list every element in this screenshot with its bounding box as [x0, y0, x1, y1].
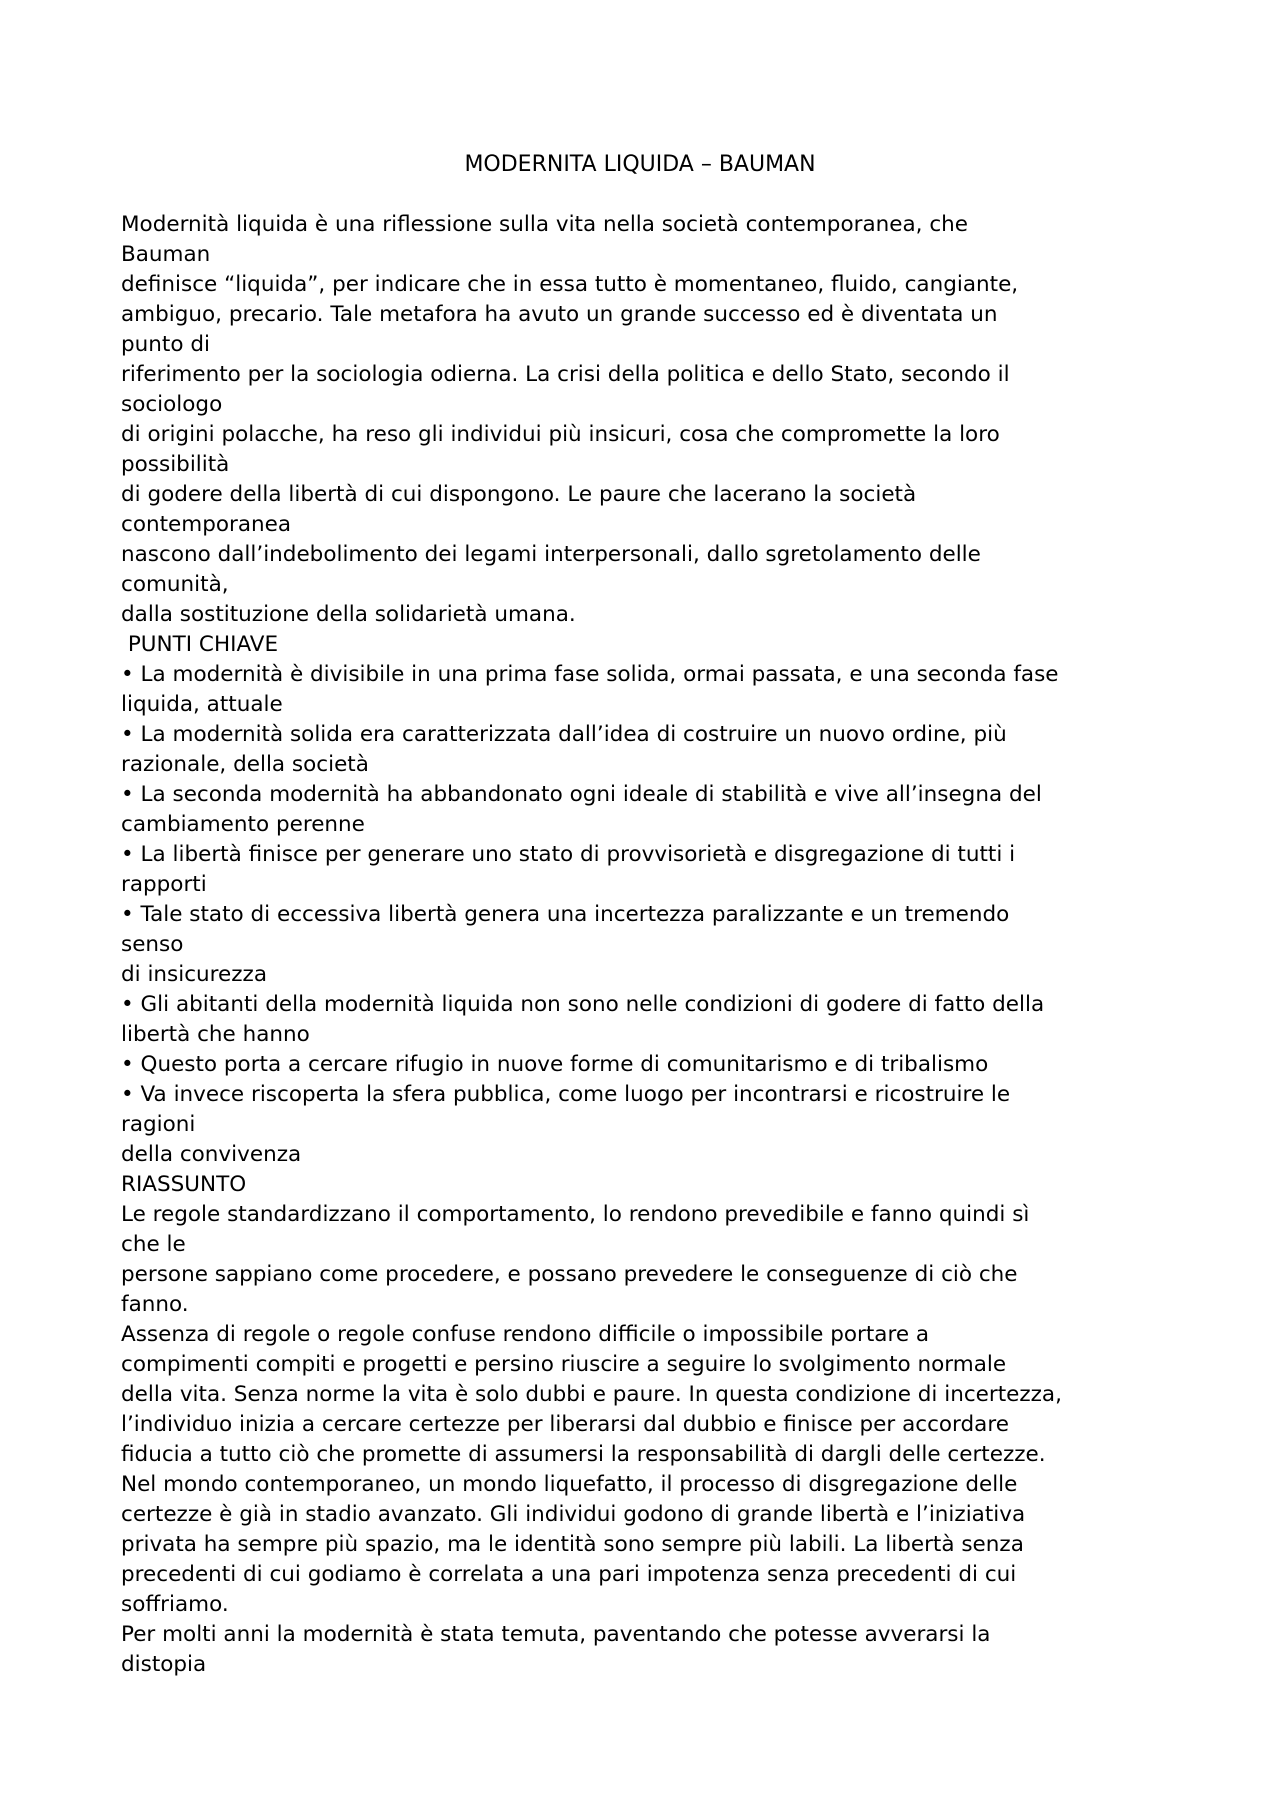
- text-line: precedenti di cui godiamo è correlata a una pari impotenza senza precedenti di cui: [121, 1562, 1017, 1587]
- text-line: • Tale stato di eccessiva libertà genera una incertezza paralizzante e un tremendo: [121, 902, 1010, 927]
- text-line: RIASSUNTO: [121, 1172, 247, 1197]
- text-line: distopia: [121, 1652, 207, 1677]
- text-line: l’individuo inizia a cercare certezze per liberarsi dal dubbio e finisce per accordare: [121, 1412, 1009, 1437]
- text-line: comunità,: [121, 572, 229, 597]
- text-line: razionale, della società: [121, 752, 369, 777]
- text-line: sociologo: [121, 392, 223, 417]
- text-line: cambiamento perenne: [121, 812, 365, 837]
- text-line: • La libertà finisce per generare uno stato di provvisorietà e disgregazione di tutti i: [121, 842, 1016, 867]
- text-line: soffriamo.: [121, 1592, 229, 1617]
- text-line: che le: [121, 1232, 186, 1257]
- text-line: di origini polacche, ha reso gli individui più insicuri, cosa che compromette la loro: [121, 422, 1000, 447]
- text-line: riferimento per la sociologia odierna. La crisi della politica e dello Stato, secondo il: [121, 362, 1010, 387]
- text-line: punto di: [121, 332, 210, 357]
- text-line: contemporanea: [121, 512, 292, 537]
- text-line: di insicurezza: [121, 962, 268, 987]
- text-line: • Va invece riscoperta la sfera pubblica, come luogo per incontrarsi e ricostruire le: [121, 1082, 1011, 1107]
- text-line: possibilità: [121, 452, 230, 477]
- text-line: definisce “liquida”, per indicare che in essa tutto è momentaneo, fluido, cangiante,: [121, 272, 1019, 297]
- text-line: ragioni: [121, 1112, 196, 1137]
- text-line: PUNTI CHIAVE: [121, 632, 279, 657]
- text-line: • Gli abitanti della modernità liquida non sono nelle condizioni di godere di fatto della: [121, 992, 1045, 1017]
- text-line: compimenti compiti e progetti e persino riuscire a seguire lo svolgimento normale: [121, 1352, 1007, 1377]
- text-line: Modernità liquida è una riflessione sulla vita nella società contemporanea, che: [121, 212, 968, 237]
- text-line: • Questo porta a cercare rifugio in nuove forme di comunitarismo e di tribalismo: [121, 1052, 989, 1077]
- document-title: MODERNITA LIQUIDA – BAUMAN: [464, 152, 816, 177]
- text-line: dalla sostituzione della solidarietà umana.: [121, 602, 576, 627]
- text-line: ambiguo, precario. Tale metafora ha avuto un grande successo ed è diventata un: [121, 302, 998, 327]
- text-line: • La modernità è divisibile in una prima fase solida, ormai passata, e una seconda fase: [121, 662, 1059, 687]
- text-line: • La seconda modernità ha abbandonato ogni ideale di stabilità e vive all’insegna del: [121, 782, 1042, 807]
- text-line: Per molti anni la modernità è stata temuta, paventando che potesse avverarsi la: [121, 1622, 991, 1647]
- text-line: privata ha sempre più spazio, ma le identità sono sempre più labili. La libertà senza: [121, 1532, 1024, 1557]
- text-line: Nel mondo contemporaneo, un mondo liquefatto, il processo di disgregazione delle: [121, 1472, 1018, 1497]
- text-line: della vita. Senza norme la vita è solo dubbi e paure. In questa condizione di incertezza,: [121, 1382, 1062, 1407]
- text-line: fiducia a tutto ciò che promette di assumersi la responsabilità di dargli delle certezze.: [121, 1442, 1046, 1467]
- text-line: nascono dall’indebolimento dei legami interpersonali, dallo sgretolamento delle: [121, 542, 981, 567]
- text-line: della convivenza: [121, 1142, 302, 1167]
- text-line: liquida, attuale: [121, 692, 283, 717]
- text-line: di godere della libertà di cui dispongono. Le paure che lacerano la società: [121, 482, 917, 507]
- text-line: Bauman: [121, 242, 211, 267]
- text-line: Assenza di regole o regole confuse rendono difficile o impossibile portare a: [121, 1322, 930, 1347]
- text-line: certezze è già in stadio avanzato. Gli individui godono di grande libertà e l’iniziativa: [121, 1502, 1026, 1527]
- text-line: fanno.: [121, 1292, 189, 1317]
- document-body: [121, 210, 1181, 1680]
- text-line: libertà che hanno: [121, 1022, 310, 1047]
- text-line: persone sappiano come procedere, e possano prevedere le conseguenze di ciò che: [121, 1262, 1018, 1287]
- text-line: • La modernità solida era caratterizzata dall’idea di costruire un nuovo ordine, più: [121, 722, 1007, 747]
- text-line: Le regole standardizzano il comportamento, lo rendono prevedibile e fanno quindi sì: [121, 1202, 1030, 1227]
- text-line: senso: [121, 932, 184, 957]
- text-line: rapporti: [121, 872, 207, 897]
